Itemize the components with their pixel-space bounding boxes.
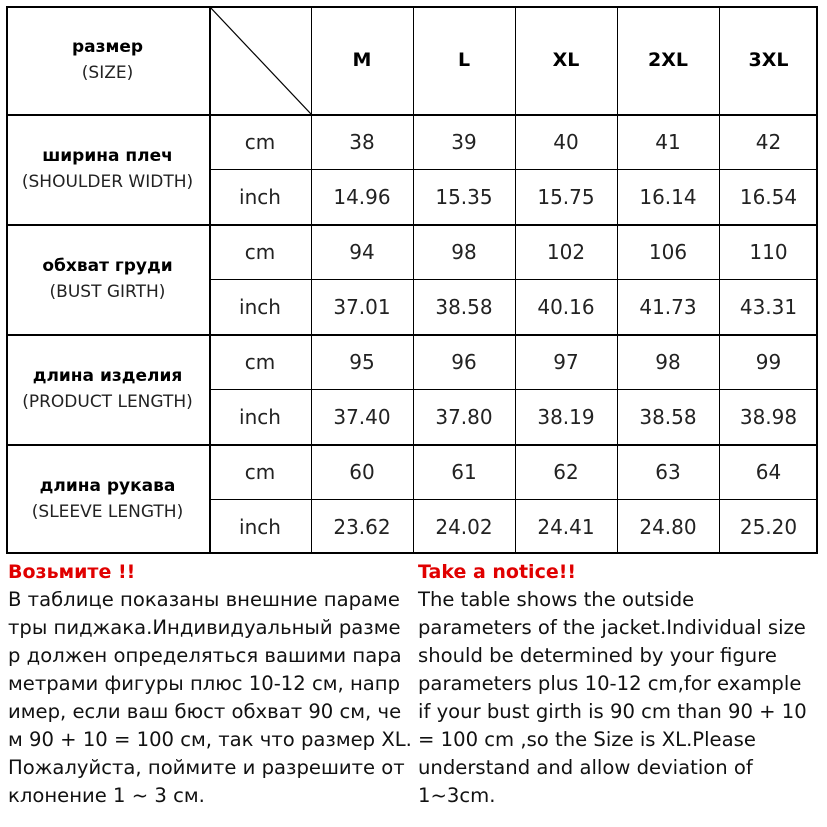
table-column-divider xyxy=(311,6,312,554)
table-row-divider xyxy=(6,552,818,554)
table-column-divider xyxy=(413,6,414,554)
note-russian xyxy=(8,558,410,810)
note-line: Пожалуйста, поймите и разрешите от xyxy=(8,756,405,779)
value-cm: 95 xyxy=(349,349,375,374)
value-cm: 42 xyxy=(755,129,782,154)
note-line: understand and allow deviation of xyxy=(418,756,753,779)
unit-inch: inch xyxy=(239,404,281,429)
value-cm: 63 xyxy=(655,459,681,484)
measurement-label xyxy=(6,444,209,554)
size-table xyxy=(6,6,818,554)
value-inch: 23.62 xyxy=(333,514,391,539)
measurement-label-ru: ширина плеч xyxy=(42,146,173,166)
note-line: р должен определяться вашими пара xyxy=(8,644,402,667)
note-line: parameters plus 10-12 cm,for example xyxy=(418,672,802,695)
header-diagonal-corner xyxy=(209,6,311,114)
value-cm: 60 xyxy=(349,459,375,484)
value-cm: 110 xyxy=(749,239,788,264)
note-line: тры пиджака.Индивидуальный разме xyxy=(8,616,401,639)
value-inch: 24.80 xyxy=(639,514,697,539)
value-inch: 37.01 xyxy=(333,294,391,319)
unit-cm: cm xyxy=(244,239,276,264)
value-cm: 39 xyxy=(451,129,477,154)
table-column-divider xyxy=(719,6,720,554)
value-cm: 106 xyxy=(648,239,688,264)
value-inch: 16.54 xyxy=(739,184,798,209)
note-line: В таблице показаны внешние параме xyxy=(8,588,400,611)
note-title-en: Take a notice!! xyxy=(418,561,577,583)
diagonal-divider xyxy=(209,6,311,114)
table-row-divider xyxy=(6,224,818,226)
unit-inch: inch xyxy=(239,184,281,209)
value-inch: 38.98 xyxy=(739,404,798,429)
table-row-divider xyxy=(6,334,818,336)
note-line: parameters of the jacket.Individual size xyxy=(418,616,806,639)
measurement-label-ru: обхват груди xyxy=(42,256,173,276)
measurement-label-en: (PRODUCT LENGTH) xyxy=(22,392,193,412)
table-row-divider xyxy=(209,279,818,280)
value-inch: 25.20 xyxy=(739,514,798,539)
table-row-divider xyxy=(6,444,818,446)
unit-cm: cm xyxy=(244,129,276,154)
value-cm: 96 xyxy=(451,349,477,374)
table-row-divider xyxy=(6,6,818,8)
table-column-divider xyxy=(617,6,618,554)
table-row-divider xyxy=(6,114,818,116)
value-inch: 14.96 xyxy=(333,184,391,209)
table-column-divider xyxy=(6,6,8,554)
measurement-label xyxy=(6,224,209,334)
size-column-header: L xyxy=(457,49,471,71)
note-line: метрами фигуры плюс 10-12 см, напр xyxy=(8,672,401,695)
size-column-header: M xyxy=(352,49,372,71)
value-cm: 99 xyxy=(755,349,782,374)
measurement-label-ru: длина изделия xyxy=(32,366,183,386)
note-line: клонение 1 ~ 3 см. xyxy=(8,784,205,807)
value-inch: 37.40 xyxy=(333,404,391,429)
value-inch: 15.35 xyxy=(435,184,493,209)
value-inch: 24.02 xyxy=(435,514,493,539)
unit-inch: inch xyxy=(239,514,281,539)
value-inch: 41.73 xyxy=(639,294,697,319)
value-cm: 97 xyxy=(553,349,579,374)
value-inch: 16.14 xyxy=(639,184,697,209)
note-title-ru: Возьмите !! xyxy=(8,561,136,583)
size-header-ru: размер xyxy=(71,37,144,57)
note-line: if your bust girth is 90 cm than 90 + 10 xyxy=(418,700,807,723)
value-cm: 61 xyxy=(451,459,477,484)
note-line: should be determined by your figure xyxy=(418,644,777,667)
value-inch: 40.16 xyxy=(537,294,595,319)
value-inch: 38.19 xyxy=(537,404,595,429)
unit-inch: inch xyxy=(239,294,281,319)
note-line: 1~3cm. xyxy=(418,784,496,807)
measurement-label xyxy=(6,114,209,224)
value-cm: 41 xyxy=(655,129,681,154)
value-cm: 38 xyxy=(349,129,375,154)
value-inch: 15.75 xyxy=(537,184,595,209)
note-line: имер, если ваш бюст обхват 90 см, че xyxy=(8,700,402,723)
table-column-divider xyxy=(209,6,211,554)
measurement-label-en: (BUST GIRTH) xyxy=(49,282,166,302)
value-cm: 64 xyxy=(755,459,782,484)
value-cm: 98 xyxy=(451,239,477,264)
table-row-divider xyxy=(209,499,818,500)
size-header-en: (SIZE) xyxy=(81,63,134,83)
note-line: The table shows the outside xyxy=(418,588,695,611)
value-cm: 40 xyxy=(553,129,579,154)
size-column-header: XL xyxy=(552,49,580,71)
unit-cm: cm xyxy=(244,349,276,374)
value-cm: 98 xyxy=(655,349,681,374)
value-inch: 38.58 xyxy=(435,294,493,319)
table-row-divider xyxy=(209,169,818,170)
value-inch: 38.58 xyxy=(639,404,697,429)
measurement-label xyxy=(6,334,209,444)
value-cm: 94 xyxy=(349,239,375,264)
size-column-header: 2XL xyxy=(648,49,688,71)
value-cm: 102 xyxy=(546,239,586,264)
note-english xyxy=(418,558,823,810)
table-row-divider xyxy=(209,389,818,390)
unit-cm: cm xyxy=(244,459,276,484)
value-inch: 43.31 xyxy=(739,294,798,319)
value-cm: 62 xyxy=(553,459,579,484)
value-inch: 24.41 xyxy=(537,514,595,539)
note-line: м 90 + 10 = 100 см, так что размер XL. xyxy=(8,728,412,751)
size-header-label xyxy=(6,6,209,114)
note-line: = 100 cm ,so the Size is XL.Please xyxy=(418,728,756,751)
measurement-label-en: (SLEEVE LENGTH) xyxy=(31,502,184,522)
table-column-divider xyxy=(515,6,516,554)
size-column-header: 3XL xyxy=(748,49,789,71)
measurement-label-ru: длина рукава xyxy=(39,476,176,496)
table-column-divider xyxy=(816,6,818,554)
measurement-label-en: (SHOULDER WIDTH) xyxy=(21,172,194,192)
value-inch: 37.80 xyxy=(435,404,493,429)
